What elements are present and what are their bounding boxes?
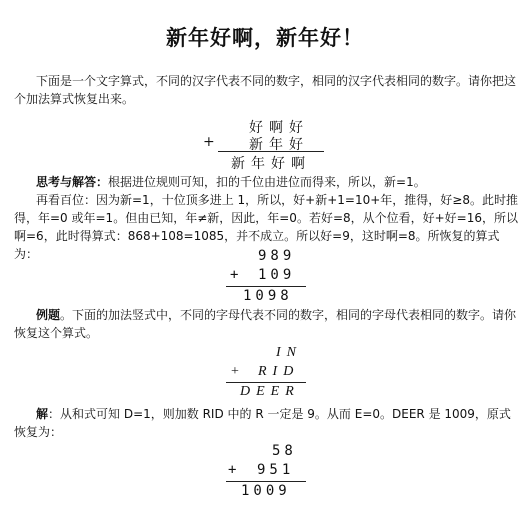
example-sum-line	[226, 382, 306, 383]
answer-sum-line	[226, 481, 306, 482]
solution-label: 思考与解答：	[36, 175, 109, 189]
page-title: 新年好啊，新年好！	[166, 25, 364, 50]
solution-addend-2: 109	[258, 267, 296, 283]
example-plus-sign: +	[231, 364, 245, 379]
example-text: 。下面的加法竖式中，不同的字母代表不同的数字，相同的字母代表相同的数字。请你恢复这个算式。	[14, 308, 517, 340]
example-addend-1: IN	[276, 345, 302, 360]
solution-line-1	[14, 173, 518, 191]
solution-addend-1: 989	[258, 248, 296, 264]
answer-addend-1: 58	[272, 443, 297, 459]
answer-addend-2: 951	[257, 462, 295, 478]
example-sum: DEER	[240, 384, 300, 399]
answer-sum: 1009	[241, 483, 291, 499]
puzzle-plus-sign: +	[203, 134, 221, 150]
answer-label: 解	[36, 407, 49, 421]
puzzle-sum-line	[218, 151, 324, 152]
example-label: 例题	[36, 308, 61, 322]
solution-plus-sign: +	[230, 267, 243, 283]
example-paragraph	[14, 306, 518, 342]
solution-text-1: 根据进位规则可知，扣的千位由进位而得来，所以，新=1。	[108, 175, 426, 189]
example-addend-2: RID	[258, 364, 300, 379]
answer-paragraph	[14, 405, 518, 441]
solution-paragraph-2: 再看百位：因为新=1，十位顶多进上 1，所以，好+新+1=10+年，推得，好≥8。此时推得，年=0 或年=1。但由已知，年≠新，因此，年=0。若好=8，从个位看，好+好=16，所以啊=6，此时得算式：868+108=1085，并不成立。所以好=9，这时啊=8。所恢复的算式为：	[14, 193, 519, 261]
answer-text: ：从和式可知 D=1，则加数 RID 中的 R 一定是 9。从而 E=0。DEER 是 1009，原式恢复为：	[14, 407, 511, 439]
intro-paragraph: 下面是一个文字算式，不同的汉字代表不同的数字，相同的汉字代表相同的数字。请你把这个加法算式恢复出来。	[14, 74, 517, 106]
puzzle-addend-2: 新年好	[249, 137, 309, 153]
puzzle-addend-1: 好啊好	[249, 120, 309, 136]
solution-sum: 1098	[243, 288, 293, 304]
answer-plus-sign: +	[228, 462, 241, 478]
solution-sum-line	[226, 286, 306, 287]
puzzle-sum: 新年好啊	[231, 156, 311, 172]
